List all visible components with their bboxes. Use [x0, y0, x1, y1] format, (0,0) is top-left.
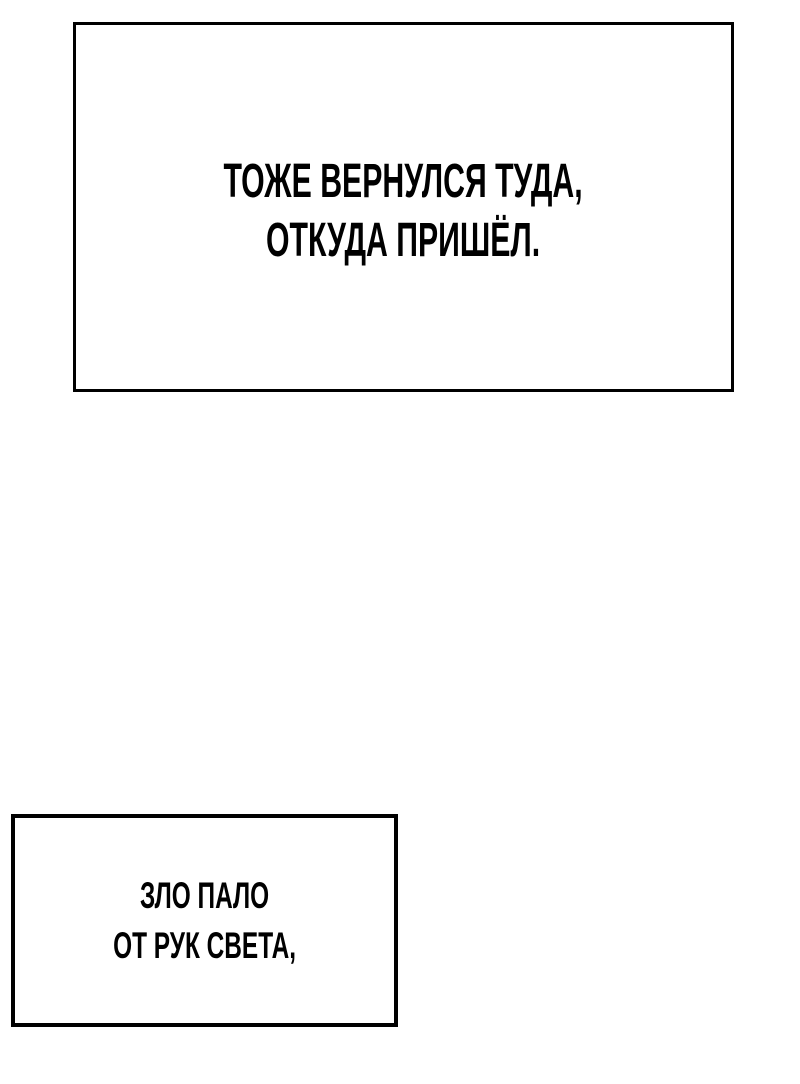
caption-box-top — [73, 22, 734, 392]
caption-text-top — [224, 144, 583, 270]
caption-bottom-line-2: ОТ РУК СВЕТА, — [113, 924, 296, 966]
caption-top-line-1: ТОЖЕ ВЕРНУЛСЯ ТУДА, — [223, 155, 584, 208]
caption-bottom-line-1: ЗЛО ПАЛО — [139, 874, 270, 916]
caption-box-bottom — [11, 814, 398, 1027]
caption-top-line-2: ОТКУДА ПРИШЁЛ. — [266, 214, 541, 267]
caption-text-bottom — [113, 871, 296, 971]
